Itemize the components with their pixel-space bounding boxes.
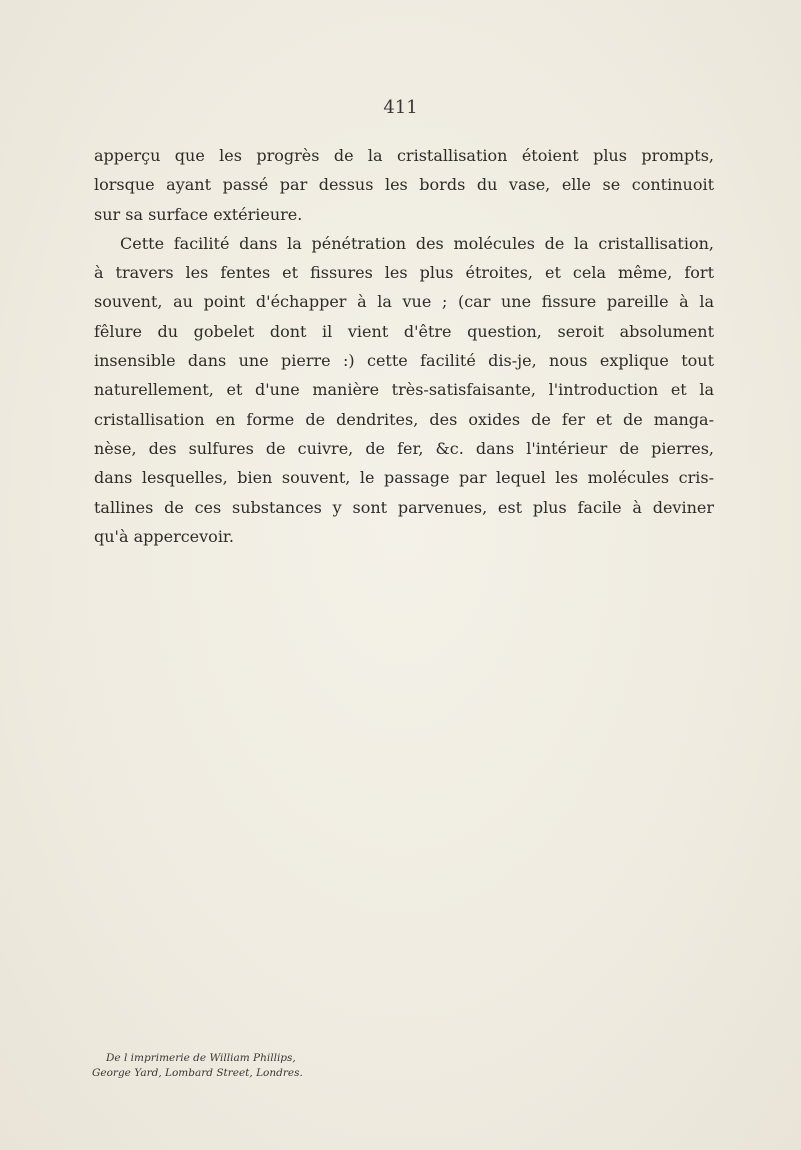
text-line: souvent, au point d'échapper à la vue ; (car une fissure pareille à la [94, 292, 714, 312]
text-line: dans lesquelles, bien souvent, le passage par lequel les molécules cris- [94, 468, 714, 488]
text-line: naturellement, et d'une manière très-satisfaisante, l'introduction et la [94, 380, 714, 400]
body-text [94, 141, 714, 551]
text-line: insensible dans une pierre :) cette facilité dis-je, nous explique tout [94, 351, 714, 371]
text-line: Cette facilité dans la pénétration des molécules de la cristallisation, [120, 233, 714, 253]
text-line: sur sa surface extérieure. [94, 204, 303, 224]
text-line: fêlure du gobelet dont il vient d'être question, seroit absolument [94, 321, 714, 341]
text-line: qu'à appercevoir. [94, 526, 234, 546]
text-line: tallines de ces substances y sont parvenues, est plus facile à deviner [94, 497, 714, 517]
text-line: cristallisation en forme de dendrites, des oxides de fer et de manga- [94, 409, 714, 429]
text-line: lorsque ayant passé par dessus les bords du vase, elle se continuoit [94, 175, 714, 195]
colophon-line: George Yard, Lombard Street, Londres. [92, 1067, 303, 1079]
text-line: à travers les fentes et fissures les plus étroites, et cela même, fort [94, 263, 714, 283]
text-line: apperçu que les progrès de la cristallisation étoient plus prompts, [94, 146, 714, 165]
page-number: 411 [383, 97, 418, 118]
text-line: nèse, des sulfures de cuivre, de fer, &c. dans l'intérieur de pierres, [94, 438, 714, 458]
colophon-line: De l imprimerie de William Phillips, [106, 1052, 296, 1064]
printer-colophon [92, 1051, 352, 1081]
